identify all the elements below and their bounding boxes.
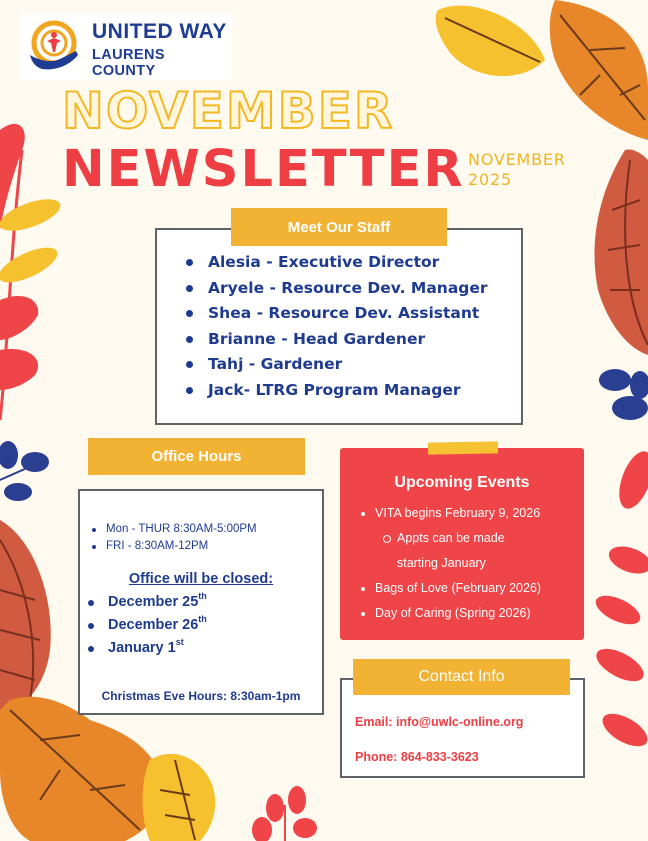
leaf-red-bottom-icon <box>252 786 317 841</box>
list-item: starting January <box>397 556 486 570</box>
christmas-eve-hours: Christmas Eve Hours: 8:30am-1pm <box>101 689 301 703</box>
leaf-blue-right-icon <box>599 369 648 420</box>
leaf-blue-left-icon <box>0 441 49 501</box>
office-hours-heading: Office Hours <box>88 438 305 475</box>
contact-heading: Contact Info <box>353 659 570 695</box>
list-item: Tahj - Gardener <box>185 355 488 381</box>
list-item: Mon - THUR 8:30AM-5:00PM <box>92 523 257 540</box>
list-item: Brianne - Head Gardener <box>185 330 488 356</box>
title-newsletter: NEWSLETTER <box>62 140 465 199</box>
leaf-rust-right-icon <box>594 149 648 355</box>
leaf-yellow-bottom-icon <box>143 754 216 841</box>
issue-month: NOVEMBER <box>468 150 566 169</box>
office-hours-list <box>92 523 257 557</box>
list-item: Aryele - Resource Dev. Manager <box>185 279 488 305</box>
leaf-red-right-icon <box>591 447 648 753</box>
list-item: Shea - Resource Dev. Assistant <box>185 304 488 330</box>
logo-subtitle: LAURENS COUNTY <box>92 47 165 79</box>
list-item: Alesia - Executive Director <box>185 253 488 279</box>
list-item: January 1st <box>88 640 207 663</box>
title-november: NOVEMBER <box>62 82 395 140</box>
list-item: Jack- LTRG Program Manager <box>185 381 488 407</box>
events-list <box>359 506 541 631</box>
list-item: Day of Caring (Spring 2026) <box>359 606 541 631</box>
list-item: Bags of Love (February 2026) <box>359 581 541 606</box>
list-item: December 26th <box>88 617 207 640</box>
united-way-logo <box>20 14 232 80</box>
logo-title: UNITED WAY <box>92 20 227 43</box>
tape-decoration <box>428 441 498 454</box>
leaf-rust-left-icon <box>0 520 51 720</box>
leaf-orange-top-right-icon <box>550 0 648 140</box>
list-item: FRI - 8:30AM-12PM <box>92 540 257 557</box>
contact-email[interactable]: Email: info@uwlc-online.org <box>355 715 524 729</box>
list-item: Appts can be made <box>359 531 541 556</box>
leaf-yellow-left-icon <box>0 193 64 290</box>
leaf-yellow-top-icon <box>436 6 545 76</box>
united-way-hand-icon <box>26 19 82 75</box>
issue-date <box>468 150 566 190</box>
contact-phone[interactable]: Phone: 864-833-3623 <box>355 750 479 764</box>
issue-year: 2025 <box>468 170 512 189</box>
staff-heading: Meet Our Staff <box>231 208 447 246</box>
list-item: December 25th <box>88 594 207 617</box>
closed-dates-list <box>88 591 207 663</box>
closed-title: Office will be closed: <box>128 571 274 587</box>
list-item: VITA begins February 9, 2026 <box>359 506 541 531</box>
events-heading: Upcoming Events <box>394 474 530 491</box>
leaf-orange-bottom-icon <box>0 697 163 841</box>
staff-list <box>185 253 488 406</box>
